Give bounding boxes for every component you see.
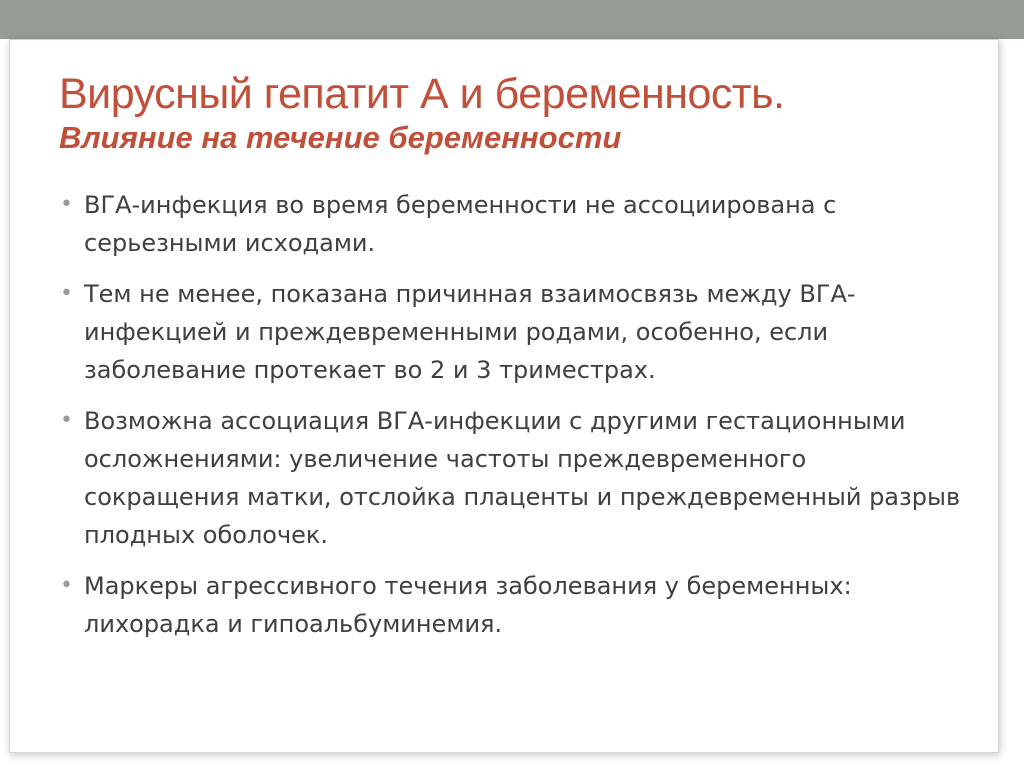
bullet-list — [60, 186, 965, 656]
bullet-text: ВГА-инфекция во время беременности не ассоциирована с серьезными исходами. — [84, 191, 837, 257]
bullet-icon: • — [60, 192, 73, 217]
slide-title: Вирусный гепатит А и беременность. — [59, 70, 785, 118]
bullet-icon: • — [60, 281, 73, 306]
slide-title-block — [59, 68, 959, 156]
bullet-text: Маркеры агрессивного течения заболевания у беременных: лихорадка и гипоальбуминемия. — [84, 572, 852, 638]
bullet-item — [60, 567, 965, 643]
bullet-text: Тем не менее, показана причинная взаимосвязь между ВГА-инфекцией и преждевременными родами, особенно, если заболевание протекает во 2 и 3 триместрах. — [84, 280, 856, 384]
bullet-item — [60, 186, 965, 262]
bullet-icon: • — [60, 573, 73, 598]
bullet-icon: • — [60, 408, 73, 433]
bullet-item — [60, 275, 965, 389]
bullet-text: Возможна ассоциация ВГА-инфекции с другими гестационными осложнениями: увеличение частоты преждевременного сокращения матки, отслойка плаценты и преждевременный разрыв плодных оболочек. — [84, 407, 961, 549]
slide-subtitle: Влияние на течение беременности — [59, 120, 622, 155]
bullet-item — [60, 402, 965, 554]
top-bar — [0, 0, 1024, 39]
